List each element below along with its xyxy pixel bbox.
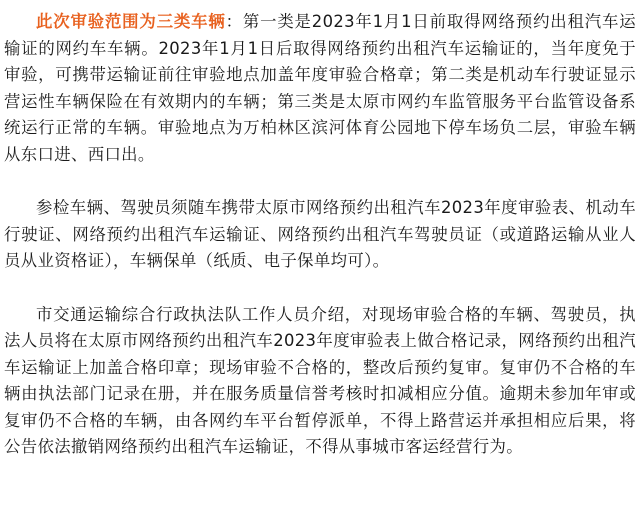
highlight-inspection-scope: 此次审验范围为三类车辆 xyxy=(36,12,226,31)
paragraph-text-required-documents: 参检车辆、驾驶员须随车携带太原市网络预约出租汽车2023年度审验表、机动车行驶证、网络预约出租汽车运输证、网络预约出租汽车驾驶员证（或道路运输从业人员从业资格证），车辆保单（纸质、电子保单均可）。 xyxy=(4,198,636,270)
paragraph-text-enforcement-procedure: 市交通运输综合行政执法队工作人员介绍，对现场审验合格的车辆、驾驶员，执法人员将在太原市网络预约出租汽车2023年度审验表上做合格记录，网络预约出租汽车运输证上加盖合格印章；现场审验不合格的，整改后预约复审。复审仍不合格的车辆由执法部门记录在册，并在服务质量信誉考核时扣减相应分值。逾期未参加年审或复审仍不合格的车辆，由各网约车平台暂停派单，不得上路营运并承担相应后果，将公告依法撤销网络预约出租汽车运输证，不得从事城市客运经营行为。 xyxy=(4,304,636,456)
paragraph-required-documents xyxy=(4,195,636,275)
paragraph-text-inspection-scope: ：第一类是2023年1月1日前取得网络预约出租汽车运输证的网约车车辆。2023年1月1日后取得网络预约出租汽车运输证的，当年度免于审验，可携带运输证前往审验地点加盖年度审验合格章；第二类是机动车行驶证显示营运性车辆保险在有效期内的车辆；第三类是太原市网约车监管服务平台监管设备系统运行正常的车辆。审验地点为万柏林区滨河体育公园地下停车场负二层，审验车辆从东口进、西口出。 xyxy=(4,12,636,164)
paragraph-enforcement-procedure xyxy=(4,302,636,461)
paragraph-inspection-scope xyxy=(4,9,636,168)
